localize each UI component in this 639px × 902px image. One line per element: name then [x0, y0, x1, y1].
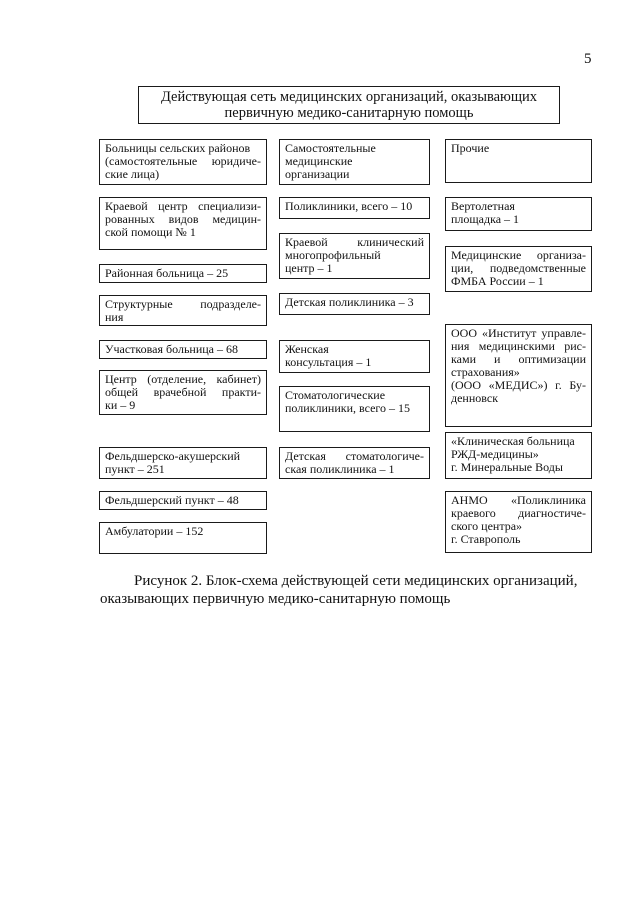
box-text-line: (ООО «МЕДИС») г. Бу- [451, 378, 586, 392]
box-text-line: Поликлиники, всего – 10 [285, 199, 413, 213]
node-structural-units [99, 295, 267, 326]
box-text-line: г. Минеральные Воды [451, 460, 563, 474]
node-fmba-orgs [445, 246, 592, 292]
node-children-polyclinic [279, 293, 430, 315]
node-other [445, 139, 592, 183]
box-text-line: Медицинские организа- [451, 248, 586, 262]
box-text-line: ской помощи № 1 [105, 225, 196, 239]
box-text-line: ками и оптимизации [451, 352, 586, 366]
box-text-line: Районная больница – 25 [105, 266, 229, 280]
box-text-line: (самостоятельные юридиче- [105, 154, 261, 168]
box-text-line: ки – 9 [105, 398, 136, 412]
box-text-line: поликлиники, всего – 15 [285, 401, 411, 415]
node-rural-hospitals [99, 139, 267, 185]
box-text-line: Краевой клинический [285, 235, 424, 249]
box-text-line: ния [105, 310, 124, 324]
box-text-line: организации [285, 167, 350, 181]
box-text-line: г. Ставрополь [451, 532, 521, 546]
node-feldsher-point [99, 491, 267, 510]
box-text-line: первичную медико-санитарную помощь [224, 105, 474, 121]
node-feldsher-obstetric [99, 447, 267, 479]
box-text-line: Самостоятельные [285, 141, 376, 155]
box-text-line: «Клиническая больница [451, 434, 575, 448]
box-text-line: Стоматологические [285, 388, 386, 402]
box-text-line: Детская стоматологиче- [285, 449, 424, 463]
figure-caption [0, 572, 639, 608]
caption-line: оказывающих первичную медико-санитарную помощь [100, 591, 451, 607]
box-text-line: ская поликлиника – 1 [285, 462, 395, 476]
box-text-line: центр – 1 [285, 261, 333, 275]
box-text-line: денновск [451, 391, 499, 405]
box-text-line: Участковая больница – 68 [105, 342, 239, 356]
box-text-line: ния медицинскими рис- [451, 339, 586, 353]
box-text-line: ского центра» [451, 519, 523, 533]
node-independent-orgs [279, 139, 430, 185]
box-text-line: консультация – 1 [285, 355, 372, 369]
box-text-line: Женская [285, 342, 329, 356]
diagram-title-box [138, 86, 560, 124]
box-text-line: площадка – 1 [451, 212, 520, 226]
node-dental-polyclinics [279, 386, 430, 432]
box-text-line: Краевой центр специализи- [105, 199, 261, 213]
box-text-line: пункт – 251 [105, 462, 165, 476]
box-text-line: Прочие [451, 141, 490, 155]
node-womens-consult [279, 340, 430, 373]
box-text-line: общей врачебной практи- [105, 385, 261, 399]
node-rzd-hospital [445, 432, 592, 479]
box-text-line: Структурные подразделе- [105, 297, 261, 311]
box-text-line: Амбулатории – 152 [105, 524, 204, 538]
box-text-line: Больницы сельских районов [105, 141, 251, 155]
node-helipad [445, 197, 592, 231]
box-text-line: рованных видов медицин- [105, 212, 261, 226]
node-medis [445, 324, 592, 427]
box-text-line: Фельдшерско-акушерский [105, 449, 241, 463]
node-ambulatory [99, 522, 267, 554]
caption-line: Рисунок 2. Блок-схема действующей сети медицинских организаций, [134, 573, 578, 589]
node-children-dental [279, 447, 430, 479]
node-regional-center [99, 197, 267, 250]
box-text-line: Действующая сеть медицинских организаций, оказывающих [160, 89, 538, 105]
box-text-line: краевого диагностиче- [451, 506, 586, 520]
box-text-line: ские лица) [105, 167, 160, 181]
box-text-line: Фельдшерский пункт – 48 [105, 493, 239, 507]
node-polyclinics [279, 197, 430, 219]
box-text-line: многопрофильный [285, 248, 381, 262]
box-text-line: медицинские [285, 154, 353, 168]
box-text-line: страхования» [451, 365, 520, 379]
box-text-line: Вертолетная [451, 199, 515, 213]
box-text-line: ФМБА России – 1 [451, 274, 544, 288]
node-regional-clinical [279, 233, 430, 279]
box-text-line: ции, подведомственные [451, 261, 586, 275]
node-district-hospital [99, 264, 267, 283]
page-number: 5 [584, 51, 592, 67]
node-local-hospital [99, 340, 267, 359]
box-text-line: ООО «Институт управле- [451, 326, 586, 340]
box-text-line: Центр (отделение, кабинет) [105, 372, 261, 386]
box-text-line: РЖД-медицины» [451, 447, 539, 461]
box-text-line: Детская поликлиника – 3 [285, 295, 414, 309]
node-anmo [445, 491, 592, 553]
node-gp-center [99, 370, 267, 415]
box-text-line: АНМО «Поликлиника [451, 493, 586, 507]
